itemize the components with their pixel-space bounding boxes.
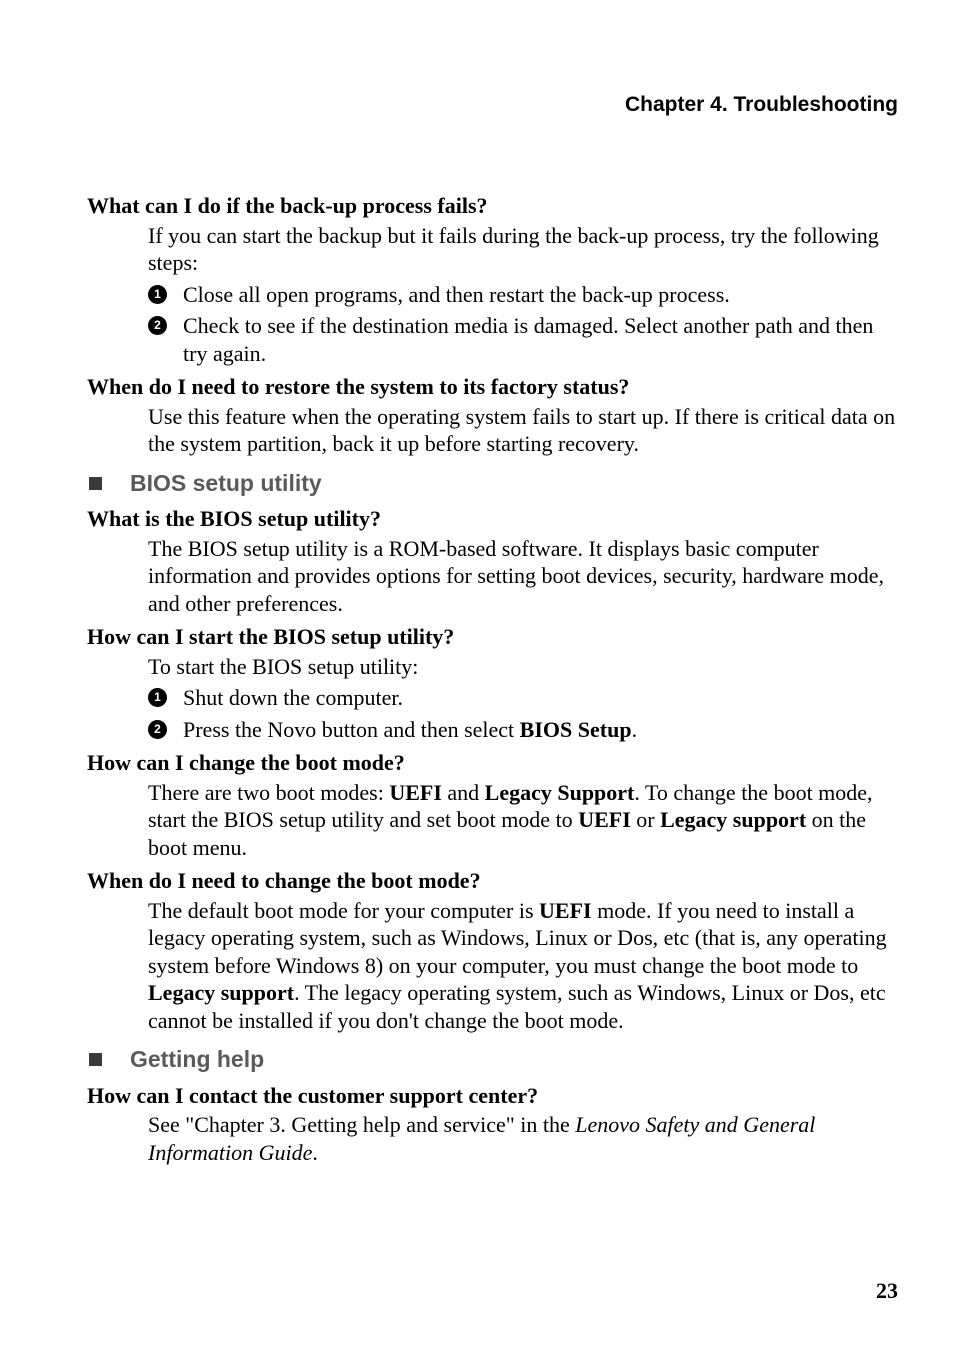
chapter-header: Chapter 4. Troubleshooting [624, 93, 898, 116]
text-run: The default boot mode for your computer is [148, 897, 540, 923]
square-bullet-icon [89, 1053, 102, 1066]
text-run: on the boot menu. [148, 807, 867, 860]
question-when-change-boot-mode: When do I need to change the boot mode? [87, 868, 481, 893]
bold-term: UEFI [389, 779, 442, 805]
question-restore: When do I need to restore the system to its factory status? [87, 374, 630, 399]
step-item [148, 716, 899, 744]
answer-text: The BIOS setup utility is a ROM-based software. It displays basic computer information and provides options for setting boot devices, security, hardware mode, and other preferences. [148, 535, 885, 616]
text-run: Press the Novo button and then select [183, 716, 520, 742]
answer-what-bios [148, 535, 899, 618]
text-run: . [312, 1139, 318, 1165]
step-item [148, 312, 899, 367]
answer-contact-support [148, 1111, 899, 1166]
text-run: . [631, 716, 638, 742]
page-content [87, 192, 899, 1172]
question-what-bios: What is the BIOS setup utility? [87, 506, 381, 531]
section-heading-text: Getting help [130, 1046, 265, 1072]
answer-when-change-boot-mode [148, 897, 899, 1035]
step-item [148, 281, 899, 309]
section-heading-bios [87, 470, 899, 498]
page-number: 23 [876, 1278, 898, 1303]
text-run: . To change the boot mode, start the BIOS setup utility and set boot mode to [148, 779, 873, 832]
step-number-badge: 2 [148, 316, 167, 335]
step-text: Check to see if the destination media is damaged. Select another path and then try again. [183, 313, 874, 366]
text-run: See "Chapter 3. Getting help and service" in the [148, 1112, 576, 1137]
answer-text: To start the BIOS setup utility: [148, 653, 419, 679]
section-heading-text: BIOS setup utility [130, 469, 322, 496]
bold-term: Legacy support [660, 807, 807, 832]
bold-term: UEFI [578, 807, 631, 832]
text-run: mode. If you need to install a legacy operating system, such as Windows, Linux or Dos, etc (that is, any operating system before Windows 8) on your computer, you must change the boot mode to [148, 897, 887, 978]
guide-title: Lenovo Safety and General Information Guide [148, 1112, 816, 1165]
answer-text: If you can start the backup but it fails during the back-up process, try the following steps: [148, 222, 879, 275]
text-run: There are two boot modes: [148, 779, 390, 805]
step-text: Close all open programs, and then restart the back-up process. [183, 281, 730, 307]
bold-term: BIOS Setup [519, 716, 632, 742]
answer-change-boot-mode [148, 779, 899, 862]
question-backup-fail: What can I do if the back-up process fails? [87, 193, 488, 218]
answer-backup-fail [148, 222, 899, 368]
answer-text [148, 897, 899, 1035]
answer-text [148, 779, 899, 862]
step-item [148, 684, 899, 712]
answer-restore [148, 403, 899, 458]
question-start-bios: How can I start the BIOS setup utility? [87, 624, 455, 649]
answer-text [148, 1111, 899, 1166]
step-number-badge: 1 [148, 688, 167, 707]
text-run: and [441, 779, 485, 805]
bold-term: Legacy Support [484, 779, 635, 805]
bold-term: Legacy support [148, 980, 295, 1005]
text-run: or [630, 807, 661, 832]
square-bullet-icon [89, 477, 102, 490]
question-change-boot-mode: How can I change the boot mode? [87, 750, 405, 775]
answer-start-bios [148, 653, 899, 744]
section-heading-help [87, 1046, 899, 1074]
bold-term: UEFI [539, 897, 592, 923]
step-text [183, 716, 899, 744]
step-text: Shut down the computer. [183, 685, 403, 710]
step-number-badge: 2 [148, 720, 167, 739]
text-run: . The legacy operating system, such as Windows, Linux or Dos, etc cannot be installed if you don't change the boot mode. [148, 980, 886, 1033]
answer-text: Use this feature when the operating system fails to start up. If there is critical data on the system partition, back it up before starting recovery. [148, 403, 896, 456]
question-contact-support: How can I contact the customer support center? [87, 1082, 539, 1108]
step-number-badge: 1 [148, 285, 167, 304]
